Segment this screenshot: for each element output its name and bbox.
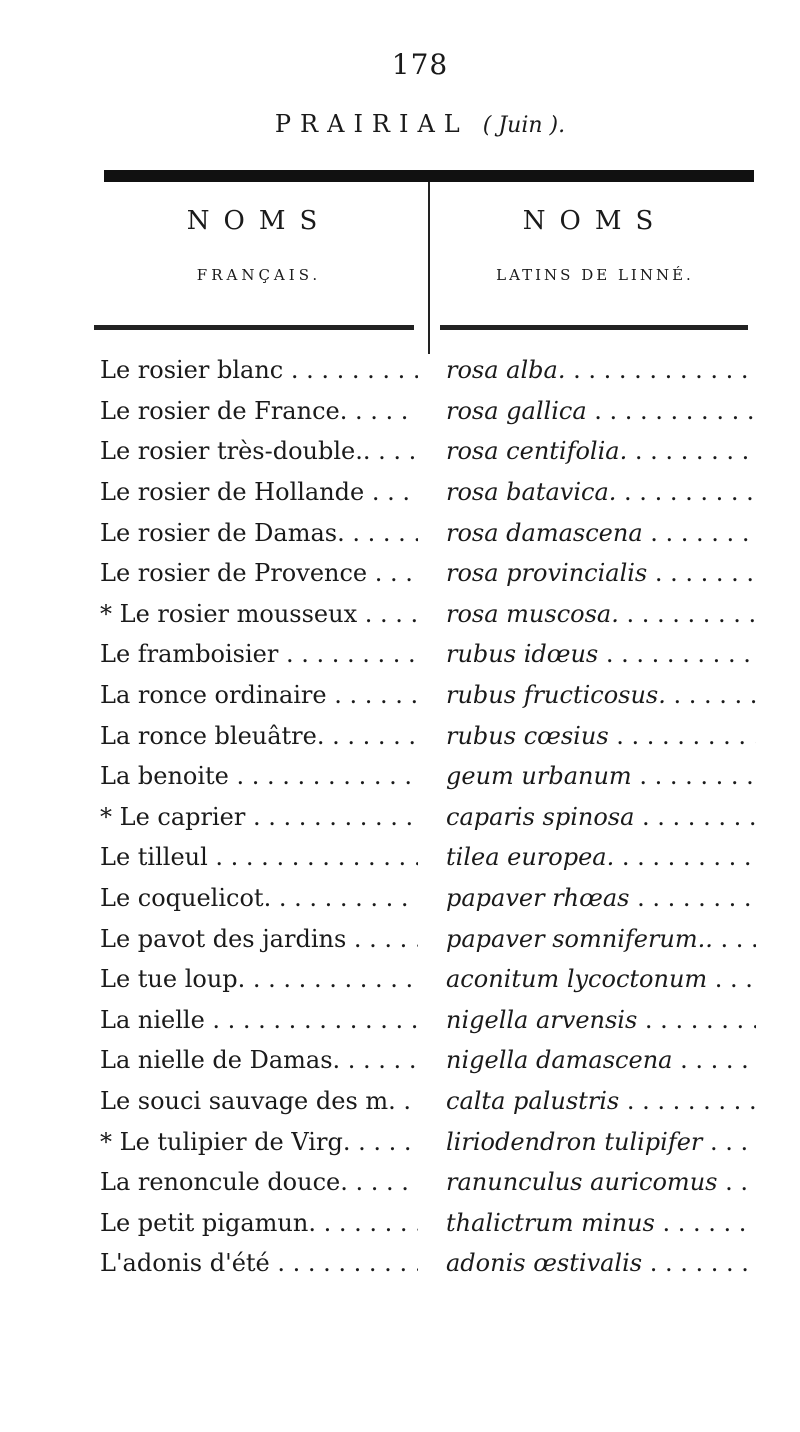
french-name: Le rosier de France. . . .	[100, 397, 418, 425]
latin-name: tilea europea. . . .	[446, 843, 756, 871]
french-name: Le petit pigamun. . . .	[100, 1209, 418, 1237]
table-row	[0, 1121, 800, 1162]
french-column-header	[100, 206, 418, 284]
latin-name: thalictrum minus . . .	[446, 1209, 756, 1237]
column-divider	[428, 182, 430, 354]
table-row	[0, 1202, 800, 1243]
latin-name: aconitum lycoctonum . . .	[446, 965, 756, 993]
french-name: * Le caprier . . .	[100, 803, 418, 831]
latin-name: rubus cœsius . . .	[446, 722, 756, 750]
latin-column-header	[436, 206, 754, 284]
latin-name: rubus idœus . . .	[446, 640, 756, 668]
table-row	[0, 1243, 800, 1284]
french-header-title: NOMS	[186, 206, 332, 236]
table-row	[0, 634, 800, 675]
french-name: Le rosier très-double.. . . .	[100, 437, 418, 465]
latin-name: rosa alba. . . .	[446, 356, 756, 384]
latin-name: calta palustris . . .	[446, 1087, 756, 1115]
latin-name: rosa batavica. . . .	[446, 478, 756, 506]
french-name: Le rosier de Hollande . . .	[100, 478, 418, 506]
table-row	[0, 512, 800, 553]
french-name: Le rosier de Damas. . . .	[100, 519, 418, 547]
latin-name: geum urbanum . . .	[446, 762, 756, 790]
french-name: Le pavot des jardins . . .	[100, 925, 418, 953]
table-row	[0, 431, 800, 472]
latin-name: nigella arvensis . . .	[446, 1006, 756, 1034]
latin-header-subtitle: LATINS DE LINNÉ.	[496, 266, 694, 284]
table-row	[0, 1000, 800, 1041]
latin-header-title: NOMS	[522, 206, 668, 236]
table-row	[0, 959, 800, 1000]
top-rule	[104, 170, 754, 182]
french-name: La benoite . . .	[100, 762, 418, 790]
french-name: Le tilleul . . .	[100, 843, 418, 871]
table-row	[0, 837, 800, 878]
latin-name: ranunculus auricomus . . .	[446, 1168, 756, 1196]
latin-name: rosa centifolia. . . .	[446, 437, 756, 465]
french-name: La ronce ordinaire . . .	[100, 681, 418, 709]
french-name: La nielle . . .	[100, 1006, 418, 1034]
latin-name: nigella damascena . . .	[446, 1046, 756, 1074]
table-row	[0, 350, 800, 391]
page-number: 178	[391, 48, 449, 81]
table-row	[0, 594, 800, 635]
french-name: La renoncule douce. . . .	[100, 1168, 418, 1196]
table-row	[0, 715, 800, 756]
latin-name: rubus fructicosus. . . .	[446, 681, 756, 709]
latin-header-rule	[440, 325, 748, 330]
french-header-subtitle: FRANÇAIS.	[196, 266, 322, 284]
table-row	[0, 878, 800, 919]
table-row	[0, 1040, 800, 1081]
french-name: L'adonis d'été . . .	[100, 1249, 418, 1277]
table-row	[0, 756, 800, 797]
french-name: La ronce bleuâtre. . . .	[100, 722, 418, 750]
table-row	[0, 1162, 800, 1203]
table-row	[0, 918, 800, 959]
table-row	[0, 1081, 800, 1122]
latin-name: papaver rhœas . . .	[446, 884, 756, 912]
latin-name: rosa gallica . . .	[446, 397, 756, 425]
month-name: PRAIRIAL	[274, 110, 469, 138]
month-paren: ( Juin ).	[482, 113, 566, 138]
latin-name: rosa damascena . . .	[446, 519, 756, 547]
french-name: La nielle de Damas. . . .	[100, 1046, 418, 1074]
latin-name: caparis spinosa . . .	[446, 803, 756, 831]
french-name: Le framboisier . . .	[100, 640, 418, 668]
table-row	[0, 797, 800, 838]
latin-name: rosa muscosa. . . .	[446, 600, 756, 628]
table-row	[0, 675, 800, 716]
latin-name: adonis œstivalis . . .	[446, 1249, 756, 1277]
latin-name: rosa provincialis . . .	[446, 559, 756, 587]
french-name: Le souci sauvage des m. . . .	[100, 1087, 418, 1115]
name-table	[0, 350, 800, 1284]
french-header-rule	[94, 325, 414, 330]
table-row	[0, 391, 800, 432]
table-row	[0, 553, 800, 594]
french-name: Le rosier de Provence . . .	[100, 559, 418, 587]
french-name: * Le rosier mousseux . . .	[100, 600, 418, 628]
month-title	[0, 110, 800, 138]
french-name: Le coquelicot. . . .	[100, 884, 418, 912]
latin-name: papaver somniferum.. . . .	[446, 925, 756, 953]
french-name: Le tue loup. . . .	[100, 965, 418, 993]
table-row	[0, 472, 800, 513]
latin-name: liriodendron tulipifer . . .	[446, 1128, 756, 1156]
french-name: Le rosier blanc . . .	[100, 356, 418, 384]
french-name: * Le tulipier de Virg. . . .	[100, 1128, 418, 1156]
